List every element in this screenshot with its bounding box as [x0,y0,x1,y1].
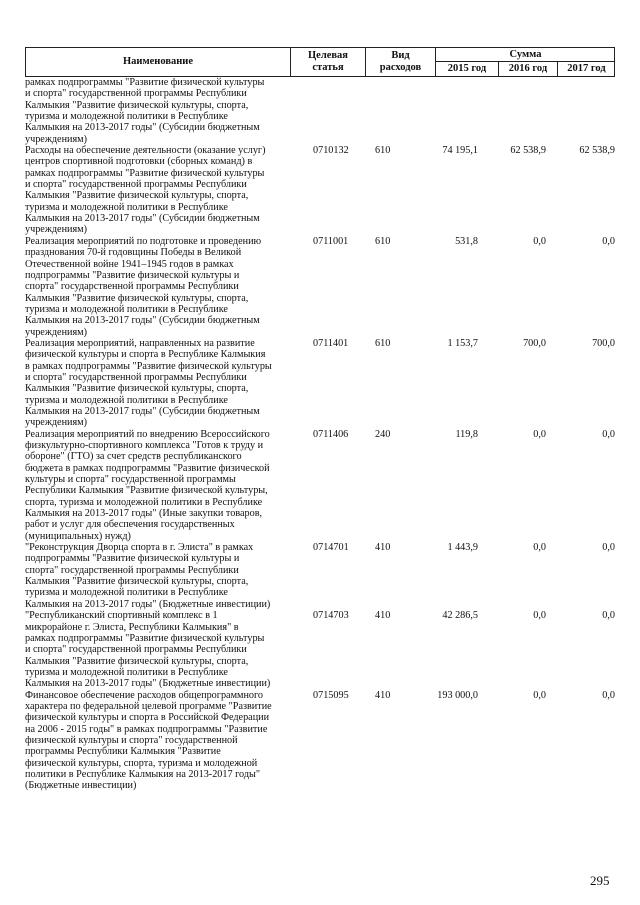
table-row [25,338,615,429]
row-kind: 610 [375,337,391,349]
row-2016: 0,0 [533,689,546,701]
header-name [25,48,290,76]
row-2017: 62 538,9 [579,145,615,157]
row-kind: 410 [375,542,391,554]
header-code-line1: Целевая [308,50,348,61]
row-2017: 0,0 [602,428,615,440]
row-code: 0714703 [313,610,349,622]
table-row [25,610,615,689]
row-2017: 700,0 [592,337,615,349]
header-year-2017: 2017 год [557,62,615,76]
header-code-line2: статья [312,62,344,73]
table-row [25,429,615,542]
row-code: 0714701 [313,542,349,554]
header-sum: Сумма [435,48,615,62]
table-row [25,690,615,792]
header-year-2016: 2016 год [498,62,557,76]
row-2016: 0,0 [533,428,546,440]
row-2016: 700,0 [523,337,546,349]
row-2017: 0,0 [602,235,615,247]
header-code [290,48,365,76]
row-code: 0711401 [313,337,349,349]
header-year-2015: 2015 год [435,62,498,76]
header-kind [365,48,435,76]
header-name-label: Наименование [123,56,193,67]
page-number: 295 [590,873,610,888]
row-kind: 410 [375,689,391,701]
row-2017: 0,0 [602,610,615,622]
row-name: Реализация мероприятий, направленных на развитие физической культуры и спорта в Республике Калмыкия в рамках подпрограммы "Развитие физической культуры и спорта" государственной программы Республики Калмыкия "Развитие физической культуры, спорта, туризма и молодежной политики в Республике Калмыкия на 2013-2017 годы" (Субсидии бюджетным учреждениям) [25,337,272,429]
row-name: "Республиканский спортивный комплекс в 1 микрорайоне г. Элиста, Республики Калмыкия" в рамках подпрограммы "Развитие физической культуры и спорта" государственной программы Республики Калмыкия "Развитие физической культуры, спорта, туризма и молодежной политики в Республике Калмыкия на 2013-2017 годы" (Бюджетные инвестиции) [25,610,271,690]
row-2016: 0,0 [533,235,546,247]
row-code: 0711001 [313,235,349,247]
row-kind: 240 [375,428,391,440]
row-name: Реализация мероприятий по подготовке и проведению празднования 70-й годовщины Победы в Великой Отечественной войне 1941–1945 годов в рамках подпрограммы "Развитие физической культуры и спорта" государственной программы Республики Калмыкия "Развитие физической культуры, спорта, туризма и молодежной политики в Республике Калмыкия на 2013-2017 годы" (Субсидии бюджетным учреждениям) [25,235,262,338]
row-2015: 531,8 [455,235,478,247]
row-code: 0715095 [313,689,349,701]
row-2015: 74 195,1 [442,145,478,157]
row-2015: 42 286,5 [442,610,478,622]
row-name: рамках подпрограммы "Развитие физической культуры и спорта" государственной программы Республики Калмыкия "Развитие физической культуры, спорта, туризма и молодежной политики в Республике Калмыкия на 2013-2017 годы" (Субсидии бюджетным учреждениям) [25,77,265,145]
budget-table [25,47,615,792]
table-row [25,236,615,338]
row-name: Финансовое обеспечение расходов общепрограммного характера по федеральной целевой программе "Развитие физической культуры и спорта в Российской Федерации на 2006 - 2015 годы" в рамках подпрограммы "Развитие физической культуры и спорта" государственной программы Республики Калмыкия "Развитие физической культуры, спорта, туризма и молодежной политики в Республике Калмыкия на 2013-2017 годы" (Бюджетные инвестиции) [25,689,272,792]
row-2015: 119,8 [455,428,478,440]
row-2016: 0,0 [533,542,546,554]
row-kind: 610 [375,235,391,247]
row-name: Реализация мероприятий по внедрению Всероссийского физкультурно-спортивного комплекса "Готов к труду и обороне" (ГТО) за счет средств республиканского бюджета в рамках подпрограммы "Развитие физической культуры и спорта" государственной программы Республики Калмыкия "Развитие физической культуры, спорта, туризма и молодежной политики в Республике Калмыкия на 2013-2017 годы" (Иные закупки товаров, работ и услуг для обеспечения государственных (муниципальных) нужд) [25,428,270,542]
row-2016: 0,0 [533,610,546,622]
row-2015: 1 443,9 [447,542,478,554]
table-row [25,542,615,610]
row-kind: 610 [375,145,391,157]
header-kind-line2: расходов [379,62,422,73]
row-kind: 410 [375,610,391,622]
row-2015: 193 000,0 [437,689,478,701]
row-code: 0711406 [313,428,349,440]
row-name: Расходы на обеспечение деятельности (оказание услуг) центров спортивной подготовки (сборных команд) в рамках подпрограммы "Развитие физической культуры и спорта" государственной программы Республики Калмыкия "Развитие физической культуры, спорта, туризма и молодежной политики в Республике Калмыкия на 2013-2017 годы" (Субсидии бюджетным учреждениям) [25,145,266,236]
header-kind-line1: Вид [391,50,410,61]
row-2015: 1 153,7 [447,337,478,349]
table-row [25,145,615,236]
row-2017: 0,0 [602,689,615,701]
row-code: 0710132 [313,145,349,157]
table-body [25,77,615,792]
table-header [25,47,615,77]
row-name: "Реконструкция Дворца спорта в г. Элиста" в рамках подпрограммы "Развитие физической культуры и спорта" государственной программы Республики Калмыкия "Развитие физической культуры, спорта, туризма и молодежной политики в Республике Калмыкия на 2013-2017 годы" (Бюджетные инвестиции) [25,542,271,610]
table-row [25,77,615,145]
header-right-border [614,48,615,76]
row-2016: 62 538,9 [510,145,546,157]
row-2017: 0,0 [602,542,615,554]
